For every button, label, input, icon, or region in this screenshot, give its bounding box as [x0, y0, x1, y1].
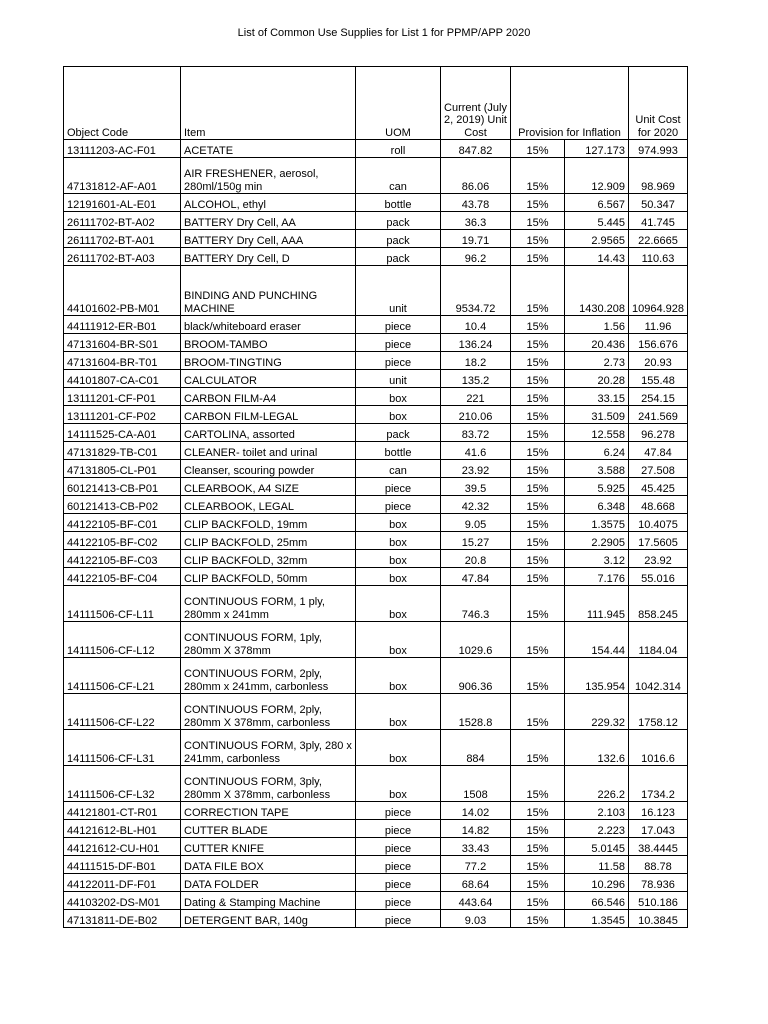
cell-uom: bottle	[356, 442, 441, 460]
cell-object-code: 44122105-BF-C01	[64, 514, 181, 532]
cell-inflation-amount: 6.24	[565, 442, 629, 460]
cell-inflation-percent: 15%	[511, 388, 565, 406]
cell-object-code: 60121413-CB-P02	[64, 496, 181, 514]
table-row	[64, 658, 688, 694]
header-current-cost: Current (July 2, 2019) Unit Cost	[441, 67, 511, 140]
cell-inflation-percent: 15%	[511, 892, 565, 910]
cell-current-cost: 86.06	[441, 158, 511, 194]
cell-inflation-amount: 11.58	[565, 856, 629, 874]
cell-item: CONTINUOUS FORM, 1ply, 280mm X 378mm	[181, 622, 356, 658]
cell-inflation-percent: 15%	[511, 406, 565, 424]
table-row	[64, 838, 688, 856]
cell-inflation-amount: 6.348	[565, 496, 629, 514]
cell-inflation-amount: 2.2905	[565, 532, 629, 550]
cell-item: CLIP BACKFOLD, 25mm	[181, 532, 356, 550]
cell-uom: piece	[356, 838, 441, 856]
cell-inflation-percent: 15%	[511, 496, 565, 514]
cell-item: CLEARBOOK, LEGAL	[181, 496, 356, 514]
cell-item: CLEARBOOK, A4 SIZE	[181, 478, 356, 496]
table-row	[64, 730, 688, 766]
cell-current-cost: 9.03	[441, 910, 511, 928]
table-row	[64, 568, 688, 586]
cell-unit-cost-2020: 96.278	[629, 424, 688, 442]
cell-inflation-amount: 5.925	[565, 478, 629, 496]
cell-inflation-percent: 15%	[511, 266, 565, 316]
cell-current-cost: 96.2	[441, 248, 511, 266]
table-row	[64, 158, 688, 194]
cell-current-cost: 847.82	[441, 140, 511, 158]
cell-object-code: 44121801-CT-R01	[64, 802, 181, 820]
cell-object-code: 60121413-CB-P01	[64, 478, 181, 496]
cell-current-cost: 23.92	[441, 460, 511, 478]
cell-inflation-amount: 14.43	[565, 248, 629, 266]
cell-current-cost: 39.5	[441, 478, 511, 496]
header-object-code: Object Code	[64, 67, 181, 140]
cell-uom: box	[356, 406, 441, 424]
cell-current-cost: 15.27	[441, 532, 511, 550]
cell-unit-cost-2020: 254.15	[629, 388, 688, 406]
cell-uom: box	[356, 658, 441, 694]
cell-inflation-amount: 132.6	[565, 730, 629, 766]
cell-item: BROOM-TINGTING	[181, 352, 356, 370]
cell-current-cost: 14.82	[441, 820, 511, 838]
cell-object-code: 13111203-AC-F01	[64, 140, 181, 158]
cell-inflation-percent: 15%	[511, 802, 565, 820]
cell-item: CUTTER KNIFE	[181, 838, 356, 856]
cell-inflation-amount: 31.509	[565, 406, 629, 424]
table-row	[64, 478, 688, 496]
cell-inflation-percent: 15%	[511, 460, 565, 478]
cell-object-code: 14111506-CF-L12	[64, 622, 181, 658]
cell-inflation-percent: 15%	[511, 550, 565, 568]
table-row	[64, 370, 688, 388]
cell-item: Dating & Stamping Machine	[181, 892, 356, 910]
cell-inflation-percent: 15%	[511, 478, 565, 496]
cell-unit-cost-2020: 98.969	[629, 158, 688, 194]
cell-inflation-amount: 3.12	[565, 550, 629, 568]
cell-item: DATA FILE BOX	[181, 856, 356, 874]
table-row	[64, 212, 688, 230]
cell-current-cost: 41.6	[441, 442, 511, 460]
cell-unit-cost-2020: 20.93	[629, 352, 688, 370]
cell-item: CONTINUOUS FORM, 1 ply, 280mm x 241mm	[181, 586, 356, 622]
cell-current-cost: 43.78	[441, 194, 511, 212]
cell-object-code: 44103202-DS-M01	[64, 892, 181, 910]
cell-uom: piece	[356, 856, 441, 874]
table-row	[64, 266, 688, 316]
cell-inflation-amount: 2.9565	[565, 230, 629, 248]
cell-current-cost: 746.3	[441, 586, 511, 622]
cell-item: CARBON FILM-A4	[181, 388, 356, 406]
cell-unit-cost-2020: 45.425	[629, 478, 688, 496]
cell-inflation-percent: 15%	[511, 316, 565, 334]
cell-inflation-percent: 15%	[511, 352, 565, 370]
cell-unit-cost-2020: 17.5605	[629, 532, 688, 550]
cell-item: DETERGENT BAR, 140g	[181, 910, 356, 928]
cell-inflation-percent: 15%	[511, 874, 565, 892]
cell-unit-cost-2020: 47.84	[629, 442, 688, 460]
cell-inflation-percent: 15%	[511, 140, 565, 158]
table-row	[64, 766, 688, 802]
cell-item: CALCULATOR	[181, 370, 356, 388]
cell-inflation-percent: 15%	[511, 212, 565, 230]
cell-inflation-percent: 15%	[511, 194, 565, 212]
cell-inflation-amount: 7.176	[565, 568, 629, 586]
cell-inflation-percent: 15%	[511, 248, 565, 266]
cell-current-cost: 47.84	[441, 568, 511, 586]
cell-inflation-amount: 229.32	[565, 694, 629, 730]
cell-item: BATTERY Dry Cell, AAA	[181, 230, 356, 248]
cell-current-cost: 9534.72	[441, 266, 511, 316]
cell-uom: piece	[356, 352, 441, 370]
cell-current-cost: 20.8	[441, 550, 511, 568]
cell-inflation-amount: 2.103	[565, 802, 629, 820]
cell-unit-cost-2020: 1734.2	[629, 766, 688, 802]
cell-inflation-percent: 15%	[511, 838, 565, 856]
cell-unit-cost-2020: 10.4075	[629, 514, 688, 532]
table-row	[64, 532, 688, 550]
table-row	[64, 460, 688, 478]
header-row	[64, 67, 688, 140]
cell-uom: box	[356, 622, 441, 658]
cell-uom: piece	[356, 910, 441, 928]
table-row	[64, 892, 688, 910]
cell-inflation-percent: 15%	[511, 766, 565, 802]
cell-unit-cost-2020: 88.78	[629, 856, 688, 874]
cell-object-code: 44122105-BF-C02	[64, 532, 181, 550]
cell-uom: box	[356, 514, 441, 532]
table-row	[64, 230, 688, 248]
cell-inflation-amount: 1.3575	[565, 514, 629, 532]
table-row	[64, 910, 688, 928]
cell-uom: piece	[356, 316, 441, 334]
supplies-table	[63, 66, 688, 928]
cell-current-cost: 68.64	[441, 874, 511, 892]
header-uom: UOM	[356, 67, 441, 140]
cell-unit-cost-2020: 38.4445	[629, 838, 688, 856]
header-provision-for-inflation: Provision for Inflation	[511, 67, 629, 140]
cell-inflation-percent: 15%	[511, 910, 565, 928]
cell-inflation-amount: 111.945	[565, 586, 629, 622]
cell-item: CLIP BACKFOLD, 19mm	[181, 514, 356, 532]
cell-uom: bottle	[356, 194, 441, 212]
cell-current-cost: 33.43	[441, 838, 511, 856]
table-row	[64, 316, 688, 334]
cell-uom: piece	[356, 802, 441, 820]
table-row	[64, 586, 688, 622]
cell-unit-cost-2020: 1042.314	[629, 658, 688, 694]
cell-inflation-percent: 15%	[511, 158, 565, 194]
cell-object-code: 14111506-CF-L22	[64, 694, 181, 730]
cell-object-code: 47131829-TB-C01	[64, 442, 181, 460]
table-row	[64, 140, 688, 158]
cell-item: DATA FOLDER	[181, 874, 356, 892]
cell-item: CLIP BACKFOLD, 32mm	[181, 550, 356, 568]
table-row	[64, 514, 688, 532]
cell-current-cost: 906.36	[441, 658, 511, 694]
cell-uom: piece	[356, 478, 441, 496]
cell-object-code: 26111702-BT-A03	[64, 248, 181, 266]
cell-current-cost: 42.32	[441, 496, 511, 514]
cell-item: CONTINUOUS FORM, 3ply, 280 x 241mm, carbonless	[181, 730, 356, 766]
cell-inflation-amount: 2.223	[565, 820, 629, 838]
table-row	[64, 406, 688, 424]
cell-object-code: 12191601-AL-E01	[64, 194, 181, 212]
cell-object-code: 44101602-PB-M01	[64, 266, 181, 316]
cell-object-code: 14111506-CF-L31	[64, 730, 181, 766]
cell-unit-cost-2020: 110.63	[629, 248, 688, 266]
cell-unit-cost-2020: 10.3845	[629, 910, 688, 928]
cell-object-code: 14111525-CA-A01	[64, 424, 181, 442]
cell-item: CONTINUOUS FORM, 2ply, 280mm x 241mm, carbonless	[181, 658, 356, 694]
cell-item: CONTINUOUS FORM, 3ply, 280mm X 378mm, carbonless	[181, 766, 356, 802]
cell-object-code: 26111702-BT-A02	[64, 212, 181, 230]
table-row	[64, 820, 688, 838]
cell-inflation-amount: 12.558	[565, 424, 629, 442]
table-row	[64, 388, 688, 406]
cell-current-cost: 884	[441, 730, 511, 766]
cell-unit-cost-2020: 241.569	[629, 406, 688, 424]
cell-inflation-percent: 15%	[511, 694, 565, 730]
cell-unit-cost-2020: 1758.12	[629, 694, 688, 730]
cell-object-code: 44121612-BL-H01	[64, 820, 181, 838]
document-title: List of Common Use Supplies for List 1 for PPMP/APP 2020	[237, 27, 531, 39]
cell-current-cost: 19.71	[441, 230, 511, 248]
cell-object-code: 47131604-BR-T01	[64, 352, 181, 370]
cell-unit-cost-2020: 11.96	[629, 316, 688, 334]
cell-inflation-percent: 15%	[511, 820, 565, 838]
cell-inflation-percent: 15%	[511, 424, 565, 442]
cell-current-cost: 18.2	[441, 352, 511, 370]
cell-object-code: 14111506-CF-L11	[64, 586, 181, 622]
cell-current-cost: 14.02	[441, 802, 511, 820]
cell-current-cost: 36.3	[441, 212, 511, 230]
table-row	[64, 874, 688, 892]
cell-uom: box	[356, 730, 441, 766]
cell-inflation-percent: 15%	[511, 334, 565, 352]
cell-object-code: 44122105-BF-C04	[64, 568, 181, 586]
cell-inflation-amount: 226.2	[565, 766, 629, 802]
cell-inflation-percent: 15%	[511, 532, 565, 550]
cell-current-cost: 1029.6	[441, 622, 511, 658]
cell-item: CARBON FILM-LEGAL	[181, 406, 356, 424]
cell-object-code: 26111702-BT-A01	[64, 230, 181, 248]
cell-current-cost: 1508	[441, 766, 511, 802]
cell-unit-cost-2020: 510.186	[629, 892, 688, 910]
cell-object-code: 44101807-CA-C01	[64, 370, 181, 388]
cell-item: CORRECTION TAPE	[181, 802, 356, 820]
cell-inflation-percent: 15%	[511, 230, 565, 248]
cell-current-cost: 10.4	[441, 316, 511, 334]
cell-unit-cost-2020: 858.245	[629, 586, 688, 622]
cell-item: black/whiteboard eraser	[181, 316, 356, 334]
cell-uom: box	[356, 694, 441, 730]
cell-inflation-amount: 5.445	[565, 212, 629, 230]
table-row	[64, 550, 688, 568]
cell-item: BATTERY Dry Cell, AA	[181, 212, 356, 230]
cell-object-code: 44121612-CU-H01	[64, 838, 181, 856]
cell-item: AIR FRESHENER, aerosol, 280ml/150g min	[181, 158, 356, 194]
cell-object-code: 44111912-ER-B01	[64, 316, 181, 334]
cell-inflation-percent: 15%	[511, 622, 565, 658]
cell-unit-cost-2020: 48.668	[629, 496, 688, 514]
cell-inflation-amount: 33.15	[565, 388, 629, 406]
cell-inflation-percent: 15%	[511, 442, 565, 460]
cell-inflation-amount: 154.44	[565, 622, 629, 658]
cell-uom: unit	[356, 266, 441, 316]
cell-unit-cost-2020: 156.676	[629, 334, 688, 352]
cell-uom: box	[356, 586, 441, 622]
cell-uom: pack	[356, 424, 441, 442]
cell-object-code: 47131805-CL-P01	[64, 460, 181, 478]
cell-current-cost: 136.24	[441, 334, 511, 352]
cell-uom: pack	[356, 248, 441, 266]
cell-uom: piece	[356, 820, 441, 838]
cell-inflation-amount: 6.567	[565, 194, 629, 212]
cell-current-cost: 135.2	[441, 370, 511, 388]
cell-current-cost: 221	[441, 388, 511, 406]
cell-unit-cost-2020: 55.016	[629, 568, 688, 586]
cell-inflation-percent: 15%	[511, 658, 565, 694]
cell-unit-cost-2020: 41.745	[629, 212, 688, 230]
cell-inflation-percent: 15%	[511, 370, 565, 388]
table-row	[64, 622, 688, 658]
cell-uom: box	[356, 532, 441, 550]
cell-uom: can	[356, 460, 441, 478]
cell-inflation-percent: 15%	[511, 856, 565, 874]
cell-inflation-amount: 127.173	[565, 140, 629, 158]
cell-current-cost: 1528.8	[441, 694, 511, 730]
cell-item: Cleanser, scouring powder	[181, 460, 356, 478]
cell-unit-cost-2020: 17.043	[629, 820, 688, 838]
cell-unit-cost-2020: 1016.6	[629, 730, 688, 766]
cell-item: BINDING AND PUNCHING MACHINE	[181, 266, 356, 316]
cell-uom: unit	[356, 370, 441, 388]
cell-object-code: 44111515-DF-B01	[64, 856, 181, 874]
cell-item: CONTINUOUS FORM, 2ply, 280mm X 378mm, carbonless	[181, 694, 356, 730]
cell-object-code: 47131812-AF-A01	[64, 158, 181, 194]
cell-object-code: 14111506-CF-L21	[64, 658, 181, 694]
cell-current-cost: 9.05	[441, 514, 511, 532]
cell-inflation-amount: 10.296	[565, 874, 629, 892]
cell-current-cost: 443.64	[441, 892, 511, 910]
cell-object-code: 47131604-BR-S01	[64, 334, 181, 352]
table-row	[64, 856, 688, 874]
cell-item: CUTTER BLADE	[181, 820, 356, 838]
cell-uom: can	[356, 158, 441, 194]
cell-item: CLEANER- toilet and urinal	[181, 442, 356, 460]
table-row	[64, 442, 688, 460]
cell-inflation-amount: 1430.208	[565, 266, 629, 316]
cell-inflation-amount: 66.546	[565, 892, 629, 910]
table-row	[64, 248, 688, 266]
cell-uom: piece	[356, 874, 441, 892]
cell-item: CARTOLINA, assorted	[181, 424, 356, 442]
cell-object-code: 47131811-DE-B02	[64, 910, 181, 928]
cell-inflation-amount: 20.436	[565, 334, 629, 352]
cell-uom: pack	[356, 230, 441, 248]
cell-uom: box	[356, 766, 441, 802]
cell-unit-cost-2020: 10964.928	[629, 266, 688, 316]
cell-object-code: 13111201-CF-P01	[64, 388, 181, 406]
cell-inflation-percent: 15%	[511, 586, 565, 622]
cell-uom: piece	[356, 334, 441, 352]
cell-inflation-amount: 1.56	[565, 316, 629, 334]
cell-object-code: 44122105-BF-C03	[64, 550, 181, 568]
table-row	[64, 424, 688, 442]
cell-inflation-percent: 15%	[511, 514, 565, 532]
cell-unit-cost-2020: 27.508	[629, 460, 688, 478]
cell-current-cost: 77.2	[441, 856, 511, 874]
cell-uom: roll	[356, 140, 441, 158]
cell-unit-cost-2020: 1184.04	[629, 622, 688, 658]
header-unit-cost-2020: Unit Cost for 2020	[629, 67, 688, 140]
cell-inflation-amount: 3.588	[565, 460, 629, 478]
cell-inflation-amount: 135.954	[565, 658, 629, 694]
cell-object-code: 14111506-CF-L32	[64, 766, 181, 802]
table-row	[64, 194, 688, 212]
header-item: Item	[181, 67, 356, 140]
cell-uom: piece	[356, 496, 441, 514]
table-row	[64, 334, 688, 352]
cell-inflation-amount: 12.909	[565, 158, 629, 194]
cell-unit-cost-2020: 16.123	[629, 802, 688, 820]
cell-item: CLIP BACKFOLD, 50mm	[181, 568, 356, 586]
table-row	[64, 496, 688, 514]
cell-uom: box	[356, 550, 441, 568]
cell-uom: pack	[356, 212, 441, 230]
cell-uom: piece	[356, 892, 441, 910]
cell-current-cost: 83.72	[441, 424, 511, 442]
cell-item: ALCOHOL, ethyl	[181, 194, 356, 212]
cell-unit-cost-2020: 78.936	[629, 874, 688, 892]
table-row	[64, 352, 688, 370]
cell-unit-cost-2020: 22.6665	[629, 230, 688, 248]
cell-item: ACETATE	[181, 140, 356, 158]
cell-object-code: 13111201-CF-P02	[64, 406, 181, 424]
cell-current-cost: 210.06	[441, 406, 511, 424]
cell-object-code: 44122011-DF-F01	[64, 874, 181, 892]
cell-inflation-amount: 5.0145	[565, 838, 629, 856]
table-body	[64, 140, 688, 928]
cell-uom: box	[356, 388, 441, 406]
cell-inflation-amount: 1.3545	[565, 910, 629, 928]
cell-unit-cost-2020: 155.48	[629, 370, 688, 388]
table-row	[64, 802, 688, 820]
cell-item: BROOM-TAMBO	[181, 334, 356, 352]
cell-unit-cost-2020: 23.92	[629, 550, 688, 568]
cell-uom: box	[356, 568, 441, 586]
cell-unit-cost-2020: 974.993	[629, 140, 688, 158]
cell-item: BATTERY Dry Cell, D	[181, 248, 356, 266]
cell-inflation-percent: 15%	[511, 568, 565, 586]
table-row	[64, 694, 688, 730]
cell-unit-cost-2020: 50.347	[629, 194, 688, 212]
cell-inflation-amount: 2.73	[565, 352, 629, 370]
cell-inflation-percent: 15%	[511, 730, 565, 766]
cell-inflation-amount: 20.28	[565, 370, 629, 388]
